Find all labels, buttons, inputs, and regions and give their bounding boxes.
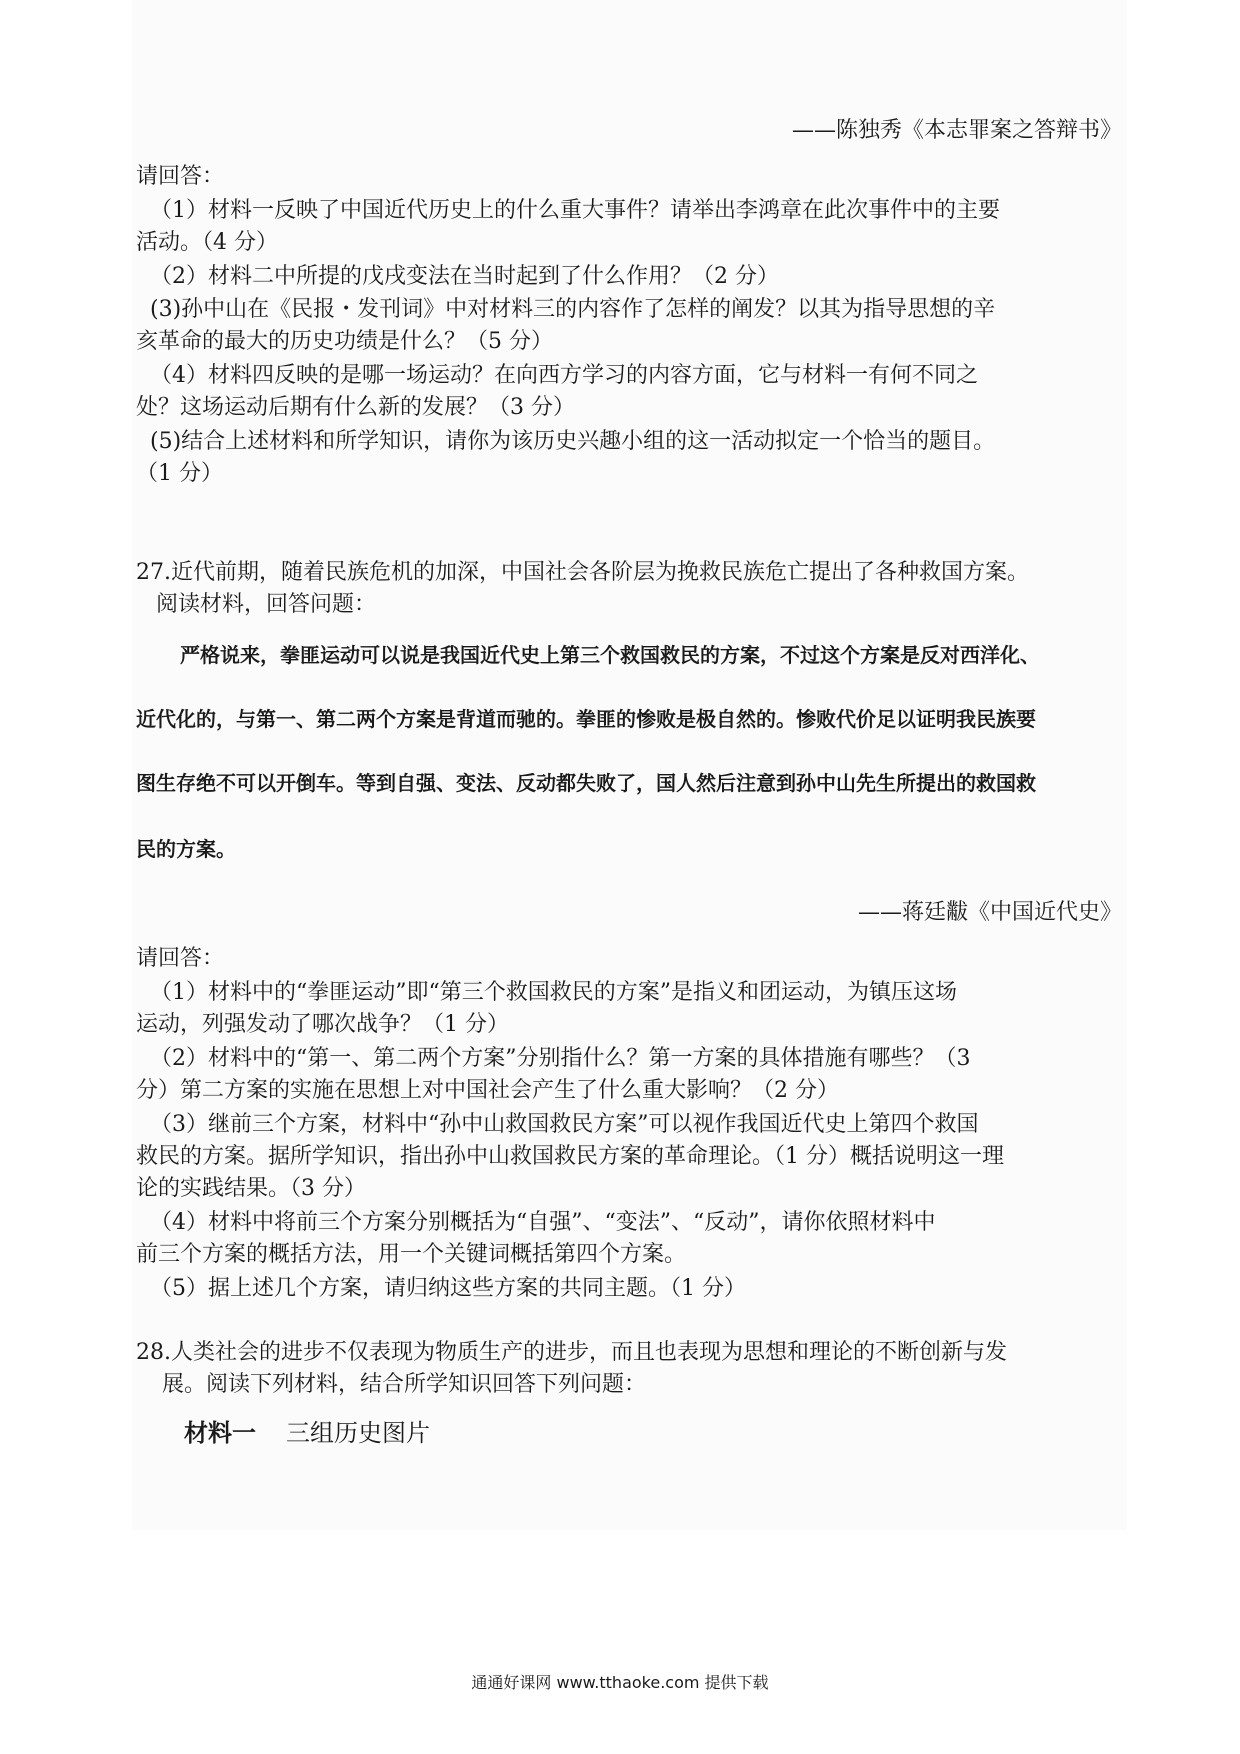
q28-stem-line-2: 展。阅读下列材料，结合所学知识回答下列问题： [162, 1372, 647, 1397]
q27-line-4: 分）第二方案的实施在思想上对中国社会产生了什么重大影响？（2 分） [136, 1078, 839, 1103]
q27-line-2: 运动，列强发动了哪次战争？（1 分） [136, 1012, 509, 1037]
q27-line-10: （5）据上述几个方案，请归纳这些方案的共同主题。（1 分） [150, 1276, 746, 1301]
q27-passage-line-4: 民的方案。 [136, 837, 236, 861]
q27-line-5: （3）继前三个方案，材料中“孙中山救国救民方案”可以视作我国近代史上第四个救国 [150, 1112, 979, 1137]
q26-line-3: （2）材料二中所提的戊戌变法在当时起到了什么作用？（2 分） [150, 264, 779, 289]
q27-prompt: 请回答： [136, 946, 225, 971]
material-label: 材料一 [184, 1419, 256, 1447]
q27-passage-line-1: 严格说来，拳匪运动可以说是我国近代史上第三个救国救民的方案，不过这个方案是反对西洋化、 [180, 643, 1040, 667]
q26-line-2: 活动。（4 分） [136, 230, 278, 255]
q26-line-4: (3)孙中山在《民报・发刊词》中对材料三的内容作了怎样的阐发？以其为指导思想的辛 [150, 297, 996, 322]
q27-passage-line-3: 图生存绝不可以开倒车。等到自强、变法、反动都失败了，国人然后注意到孙中山先生所提出的救国救 [136, 771, 1036, 795]
q27-line-9: 前三个方案的概括方法，用一个关键词概括第四个方案。 [136, 1242, 687, 1267]
q27-line-6: 救民的方案。据所学知识，指出孙中山救国救民方案的革命理论。（1 分）概括说明这一理 [136, 1144, 1004, 1169]
q28-material-heading [184, 1418, 430, 1448]
material-title: 三组历史图片 [286, 1419, 430, 1447]
q27-passage-line-2: 近代化的，与第一、第二两个方案是背道而驰的。拳匪的惨败是极自然的。惨败代价足以证明我民族要 [136, 707, 1036, 731]
q26-line-8: (5)结合上述材料和所学知识，请你为该历史兴趣小组的这一活动拟定一个恰当的题目。 [150, 429, 996, 454]
q26-source: ——陈独秀《本志罪案之答辩书》 [791, 118, 1122, 143]
q27-line-3: （2）材料中的“第一、第二两个方案”分别指什么？第一方案的具体措施有哪些？（3 [150, 1046, 971, 1071]
page-footer: 通通好课网 www.tthaoke.com 提供下载 [471, 1673, 769, 1692]
q27-source: ——蒋廷黻《中国近代史》 [857, 900, 1122, 925]
q27-stem-line-2: 阅读材料，回答问题： [156, 592, 377, 617]
q27-line-8: （4）材料中将前三个方案分别概括为“自强”、“变法”、“反动”，请你依照材料中 [150, 1210, 936, 1235]
q26-prompt: 请回答： [136, 164, 225, 189]
q26-line-9: （1 分） [136, 461, 223, 486]
q26-line-7: 处？这场运动后期有什么新的发展？（3 分） [136, 395, 575, 420]
q26-line-1: （1）材料一反映了中国近代历史上的什么重大事件？请举出李鸿章在此次事件中的主要 [150, 198, 1000, 223]
q27-stem-line-1: 27.近代前期，随着民族危机的加深，中国社会各阶层为挽救民族危亡提出了各种救国方案。 [136, 560, 1029, 585]
q28-stem-line-1: 28.人类社会的进步不仅表现为物质生产的进步，而且也表现为思想和理论的不断创新与发 [136, 1340, 1007, 1365]
q27-line-7: 论的实践结果。（3 分） [136, 1176, 366, 1201]
q27-line-1: （1）材料中的“拳匪运动”即“第三个救国救民的方案”是指义和团运动，为镇压这场 [150, 980, 957, 1005]
q26-line-6: （4）材料四反映的是哪一场运动？在向西方学习的内容方面，它与材料一有何不同之 [150, 363, 978, 388]
q26-line-5: 亥革命的最大的历史功绩是什么？（5 分） [136, 329, 553, 354]
